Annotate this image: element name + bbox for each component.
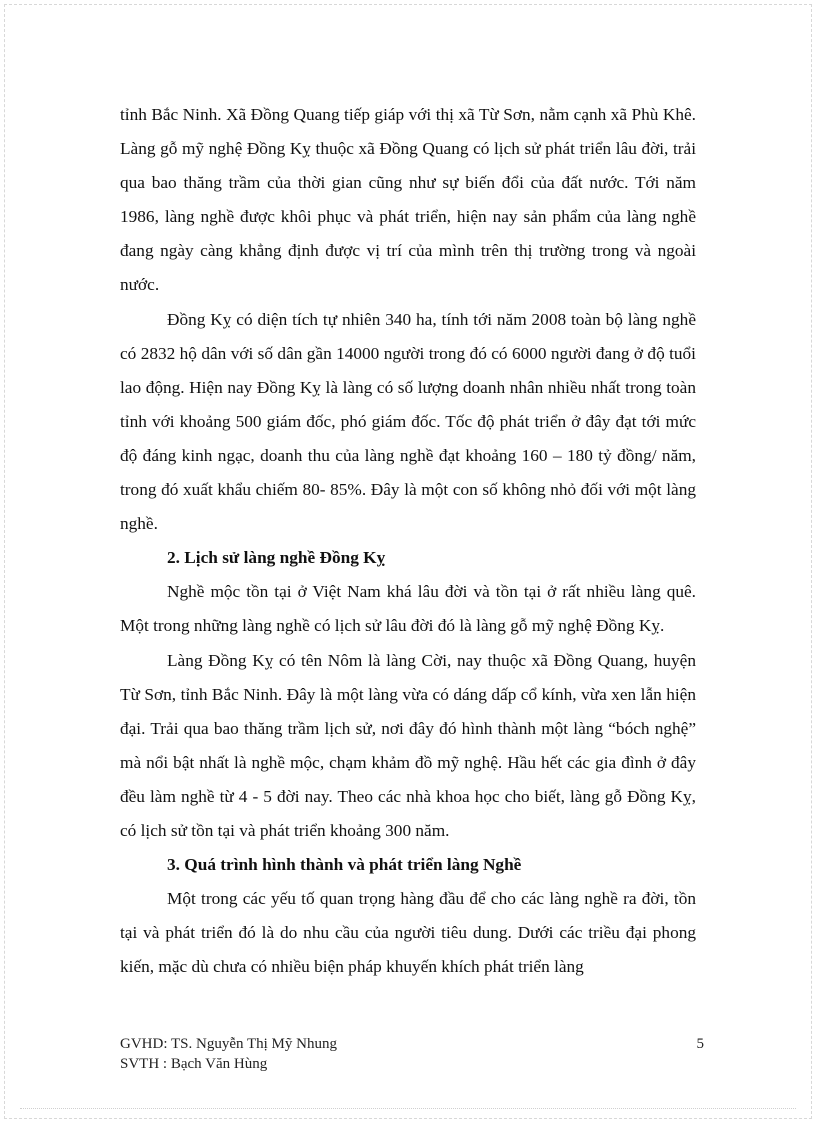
document-body [120,98,696,984]
paragraph-formation: Một trong các yếu tố quan trọng hàng đầu để cho các làng nghề ra đời, tồn tại và phát triển đó là do nhu cầu của người tiêu dung. Dưới các triều đại phong kiến, mặc dù chưa có nhiều biện pháp khuyến khích phát triển làng [120,889,696,977]
paragraph-intro-continued: tỉnh Bắc Ninh. Xã Đồng Quang tiếp giáp với thị xã Từ Sơn, nằm cạnh xã Phù Khê. Làng gỗ mỹ nghệ Đồng Kỵ thuộc xã Đồng Quang có lịch sử phát triển lâu đời, trải qua bao thăng trầm của thời gian cũng như sự biến đổi của đất nước. Tới năm 1986, làng nghề được khôi phục và phát triển, hiện nay sản phẩm của làng nghề đang ngày càng khẳng định được vị trí của mình trên thị trường trong và ngoài nước. [120,105,696,295]
footer-student: SVTH : Bạch Văn Hùng [120,1056,268,1072]
paragraph-carpentry: Nghề mộc tồn tại ở Việt Nam khá lâu đời và tồn tại ở rất nhiều làng quê. Một trong những làng nghề có lịch sử lâu đời đó là làng gỗ mỹ nghệ Đồng Kỵ. [120,582,696,636]
paragraph-dong-ky-stats: Đồng Kỵ có diện tích tự nhiên 340 ha, tính tới năm 2008 toàn bộ làng nghề có 2832 hộ dân với số dân gần 14000 người trong đó có 6000 người đang ở độ tuổi lao động. Hiện nay Đồng Kỵ là làng có số lượng doanh nhân nhiều nhất trong toàn tỉnh với khoảng 500 giám đốc, phó giám đốc. Tốc độ phát triển ở đây đạt tới mức độ đáng kinh ngạc, doanh thu của làng nghề đạt khoảng 160 – 180 tỷ đồng/ năm, trong đó xuất khẩu chiếm 80- 85%. Đây là một con số không nhỏ đối với một làng nghề. [120,309,696,534]
bottom-divider [20,1108,796,1109]
section-heading-3: 3. Quá trình hình thành và phát triển làng Nghề [167,855,522,875]
page-footer [120,1034,704,1074]
section-heading-2: 2. Lịch sử làng nghề Đồng Kỵ [167,548,386,568]
paragraph-village-history: Làng Đồng Kỵ có tên Nôm là làng Cời, nay thuộc xã Đồng Quang, huyện Từ Sơn, tỉnh Bắc Ninh. Đây là một làng vừa có dáng dấp cổ kính, vừa xen lẫn hiện đại. Trải qua bao thăng trầm lịch sử, nơi đây đó hình thành một làng “bóch nghệ” mà nổi bật nhất là nghề mộc, chạm khảm đồ mỹ nghệ. Hầu hết các gia đình ở đây đều làm nghề từ 4 - 5 đời nay. Theo các nhà khoa học cho biết, làng gỗ Đồng Kỵ, có lịch sử tồn tại và phát triển khoảng 300 năm. [120,650,696,840]
footer-advisor: GVHD: TS. Nguyễn Thị Mỹ Nhung [120,1036,337,1052]
page-number: 5 [696,1036,704,1052]
